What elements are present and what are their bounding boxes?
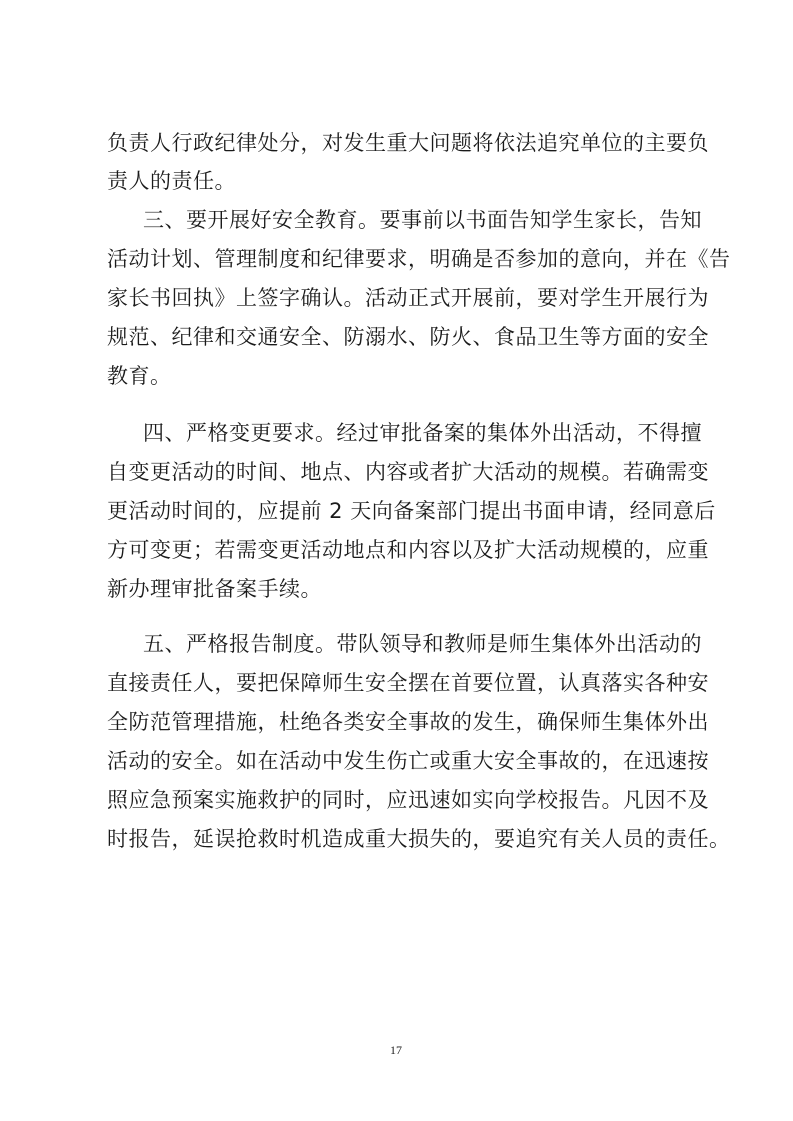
text-line: 自变更活动的时间、地点、内容或者扩大活动的规模。若确需变 [107, 460, 709, 484]
text-line: 家长书回执》上签字确认。活动正式开展前，要对学生开展行为 [107, 286, 709, 310]
paragraph-heading-line: 五、严格报告制度。带队领导和教师是师生集体外出活动的 [143, 632, 702, 656]
page-number: 17 [390, 1043, 402, 1057]
text-line: 责人的责任。 [107, 169, 236, 193]
text-line: 更活动时间的，应提前 2 天向备案部门提出书面申请，经同意后 [107, 499, 716, 523]
text-line: 全防范管理措施，杜绝各类安全事故的发生，确保师生集体外出 [107, 710, 709, 734]
text-line: 负责人行政纪律处分，对发生重大问题将依法追究单位的主要负 [107, 131, 709, 155]
text-line: 教育。 [107, 364, 172, 388]
text-line: 方可变更；若需变更活动地点和内容以及扩大活动规模的，应重 [107, 538, 709, 562]
text-line: 规范、纪律和交通安全、防溺水、防火、食品卫生等方面的安全 [107, 325, 709, 349]
text-line: 照应急预案实施救护的同时，应迅速如实向学校报告。凡因不及 [107, 788, 709, 812]
text-line: 新办理审批备案手续。 [107, 577, 322, 601]
paragraph-heading-line: 四、严格变更要求。经过审批备案的集体外出活动，不得擅 [143, 421, 702, 445]
text-line: 时报告，延误抢救时机造成重大损失的，要追究有关人员的责任。 [107, 827, 731, 851]
text-line: 直接责任人，要把保障师生安全摆在首要位置，认真落实各种安 [107, 671, 709, 695]
text-line: 活动计划、管理制度和纪律要求，明确是否参加的意向，并在《告 [107, 247, 731, 271]
text-line: 活动的安全。如在活动中发生伤亡或重大安全事故的，在迅速按 [107, 749, 709, 773]
paragraph-heading-line: 三、要开展好安全教育。要事前以书面告知学生家长，告知 [143, 208, 702, 232]
